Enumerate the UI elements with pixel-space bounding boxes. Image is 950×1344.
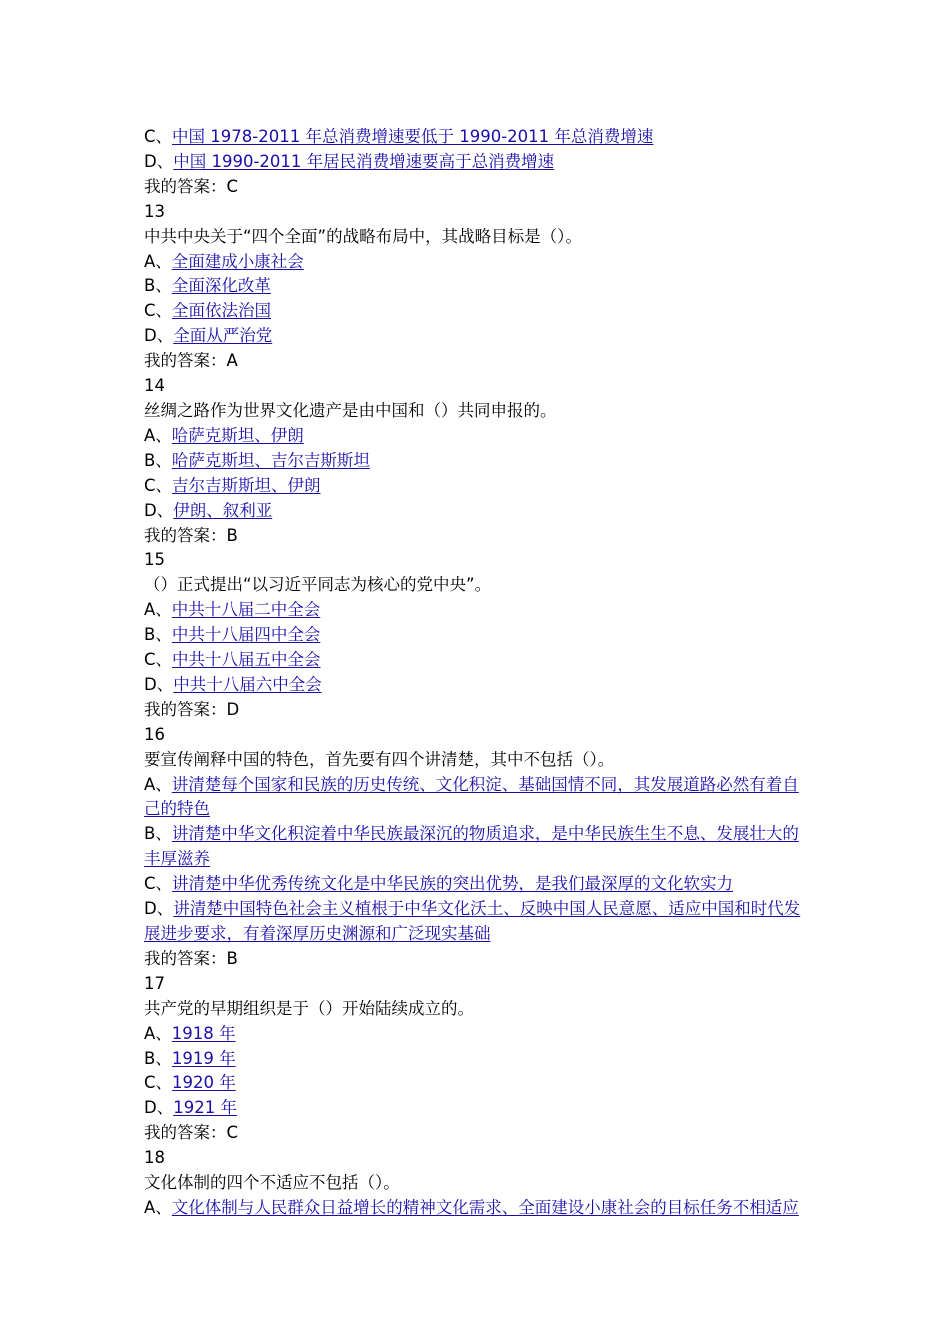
option-d xyxy=(144,150,809,175)
option-letter: C、 xyxy=(144,301,173,321)
option-letter: D、 xyxy=(144,899,174,919)
option-letter: B、 xyxy=(144,450,172,470)
option-letter: D、 xyxy=(144,326,174,346)
option-a xyxy=(144,1196,809,1221)
option-a xyxy=(144,773,809,823)
option-link[interactable]: 讲清楚中华文化积淀着中华民族最深沉的物质追求，是中华民族生生不息、发展壮大的丰厚滋养 xyxy=(144,824,799,869)
answer-line: 我的答案：B xyxy=(144,525,238,545)
option-letter: A、 xyxy=(144,251,172,271)
option-link[interactable]: 哈萨克斯坦、伊朗 xyxy=(171,425,304,445)
option-letter: B、 xyxy=(144,625,172,645)
option-letter: A、 xyxy=(144,425,172,445)
question-stem: 中共中央关于“四个全面”的战略布局中，其战略目标是（）。 xyxy=(144,226,582,246)
question-stem: 文化体制的四个不适应不包括（）。 xyxy=(144,1173,400,1193)
option-link[interactable]: 中共十八届二中全会 xyxy=(171,600,321,620)
option-c xyxy=(144,125,809,150)
option-link[interactable]: 讲清楚中华优秀传统文化是中华民族的突出优势，是我们最深厚的文化软实力 xyxy=(172,874,734,894)
option-b xyxy=(144,449,809,474)
option-d xyxy=(144,673,809,698)
option-letter: C、 xyxy=(144,650,173,670)
option-c xyxy=(144,299,809,324)
option-c xyxy=(144,474,809,499)
answer-line: 我的答案：C xyxy=(144,1123,239,1143)
option-a xyxy=(144,424,809,449)
option-d xyxy=(144,1096,809,1121)
question-stem: 丝绸之路作为世界文化遗产是由中国和（）共同申报的。 xyxy=(144,400,557,420)
option-letter: C、 xyxy=(144,127,173,146)
option-link[interactable]: 伊朗、叙利亚 xyxy=(173,500,273,520)
option-letter: C、 xyxy=(144,874,173,894)
option-link[interactable]: 全面深化改革 xyxy=(171,276,271,296)
option-letter: D、 xyxy=(144,151,174,171)
option-c xyxy=(144,1071,809,1096)
option-link[interactable]: 全面从严治党 xyxy=(173,326,273,346)
option-letter: C、 xyxy=(144,475,173,495)
question-number: 16 xyxy=(144,724,165,744)
option-d xyxy=(144,324,809,349)
option-link[interactable]: 全面依法治国 xyxy=(172,301,272,321)
option-link[interactable]: 讲清楚中国特色社会主义植根于中华文化沃土、反映中国人民意愿、适应中国和时代发展进步要求，有着深厚历史渊源和广泛现实基础 xyxy=(144,899,801,943)
option-a xyxy=(144,1022,809,1047)
option-link[interactable]: 中国 1978-2011 年总消费增速要低于 1990-2011 年总消费增速 xyxy=(172,127,654,146)
question-number: 15 xyxy=(144,550,165,570)
option-letter: A、 xyxy=(144,1023,172,1043)
answer-line: 我的答案：A xyxy=(144,351,238,371)
option-letter: A、 xyxy=(144,600,172,620)
question-number: 17 xyxy=(144,973,165,993)
question-stem: （）正式提出“以习近平同志为核心的党中央”。 xyxy=(144,575,492,595)
option-letter: A、 xyxy=(144,1197,172,1217)
option-d xyxy=(144,897,809,947)
option-link[interactable]: 文化体制与人民群众日益增长的精神文化需求、全面建设小康社会的目标任务不相适应 xyxy=(171,1197,799,1217)
option-letter: B、 xyxy=(144,1048,172,1068)
option-b xyxy=(144,274,809,299)
question-number: 14 xyxy=(144,376,165,396)
option-letter: D、 xyxy=(144,500,174,520)
option-b xyxy=(144,623,809,648)
option-a xyxy=(144,598,809,623)
answer-line: 我的答案：C xyxy=(144,176,239,196)
option-link[interactable]: 全面建成小康社会 xyxy=(171,251,304,271)
option-link[interactable]: 1919 年 xyxy=(171,1048,236,1068)
question-stem: 共产党的早期组织是于（）开始陆续成立的。 xyxy=(144,998,474,1018)
option-a xyxy=(144,250,809,275)
answer-line: 我的答案：B xyxy=(144,948,238,968)
answer-line: 我的答案：D xyxy=(144,699,240,719)
option-letter: B、 xyxy=(144,276,172,296)
option-link[interactable]: 讲清楚每个国家和民族的历史传统、文化积淀、基础国情不同，其发展道路必然有着自己的特色 xyxy=(144,774,799,819)
question-number: 18 xyxy=(144,1148,165,1168)
question-number: 13 xyxy=(144,201,165,221)
option-letter: D、 xyxy=(144,1098,174,1118)
option-letter: C、 xyxy=(144,1073,173,1093)
option-c xyxy=(144,872,809,897)
option-letter: A、 xyxy=(144,774,172,794)
option-c xyxy=(144,648,809,673)
option-letter: D、 xyxy=(144,674,174,694)
option-letter: B、 xyxy=(144,824,172,844)
option-link[interactable]: 哈萨克斯坦、吉尔吉斯斯坦 xyxy=(171,450,370,470)
option-link[interactable]: 中国 1990-2011 年居民消费增速要高于总消费增速 xyxy=(173,151,555,171)
option-link[interactable]: 吉尔吉斯斯坦、伊朗 xyxy=(172,475,321,495)
option-link[interactable]: 中共十八届五中全会 xyxy=(172,650,321,670)
option-link[interactable]: 1920 年 xyxy=(172,1073,236,1093)
option-b xyxy=(144,822,809,872)
option-link[interactable]: 1921 年 xyxy=(173,1098,237,1118)
option-link[interactable]: 中共十八届六中全会 xyxy=(173,674,322,694)
document-page xyxy=(144,125,809,1221)
option-b xyxy=(144,1047,809,1072)
option-d xyxy=(144,499,809,524)
question-stem: 要宣传阐释中国的特色，首先要有四个讲清楚，其中不包括（）。 xyxy=(144,749,615,769)
option-link[interactable]: 1918 年 xyxy=(171,1023,236,1043)
option-link[interactable]: 中共十八届四中全会 xyxy=(171,625,321,645)
